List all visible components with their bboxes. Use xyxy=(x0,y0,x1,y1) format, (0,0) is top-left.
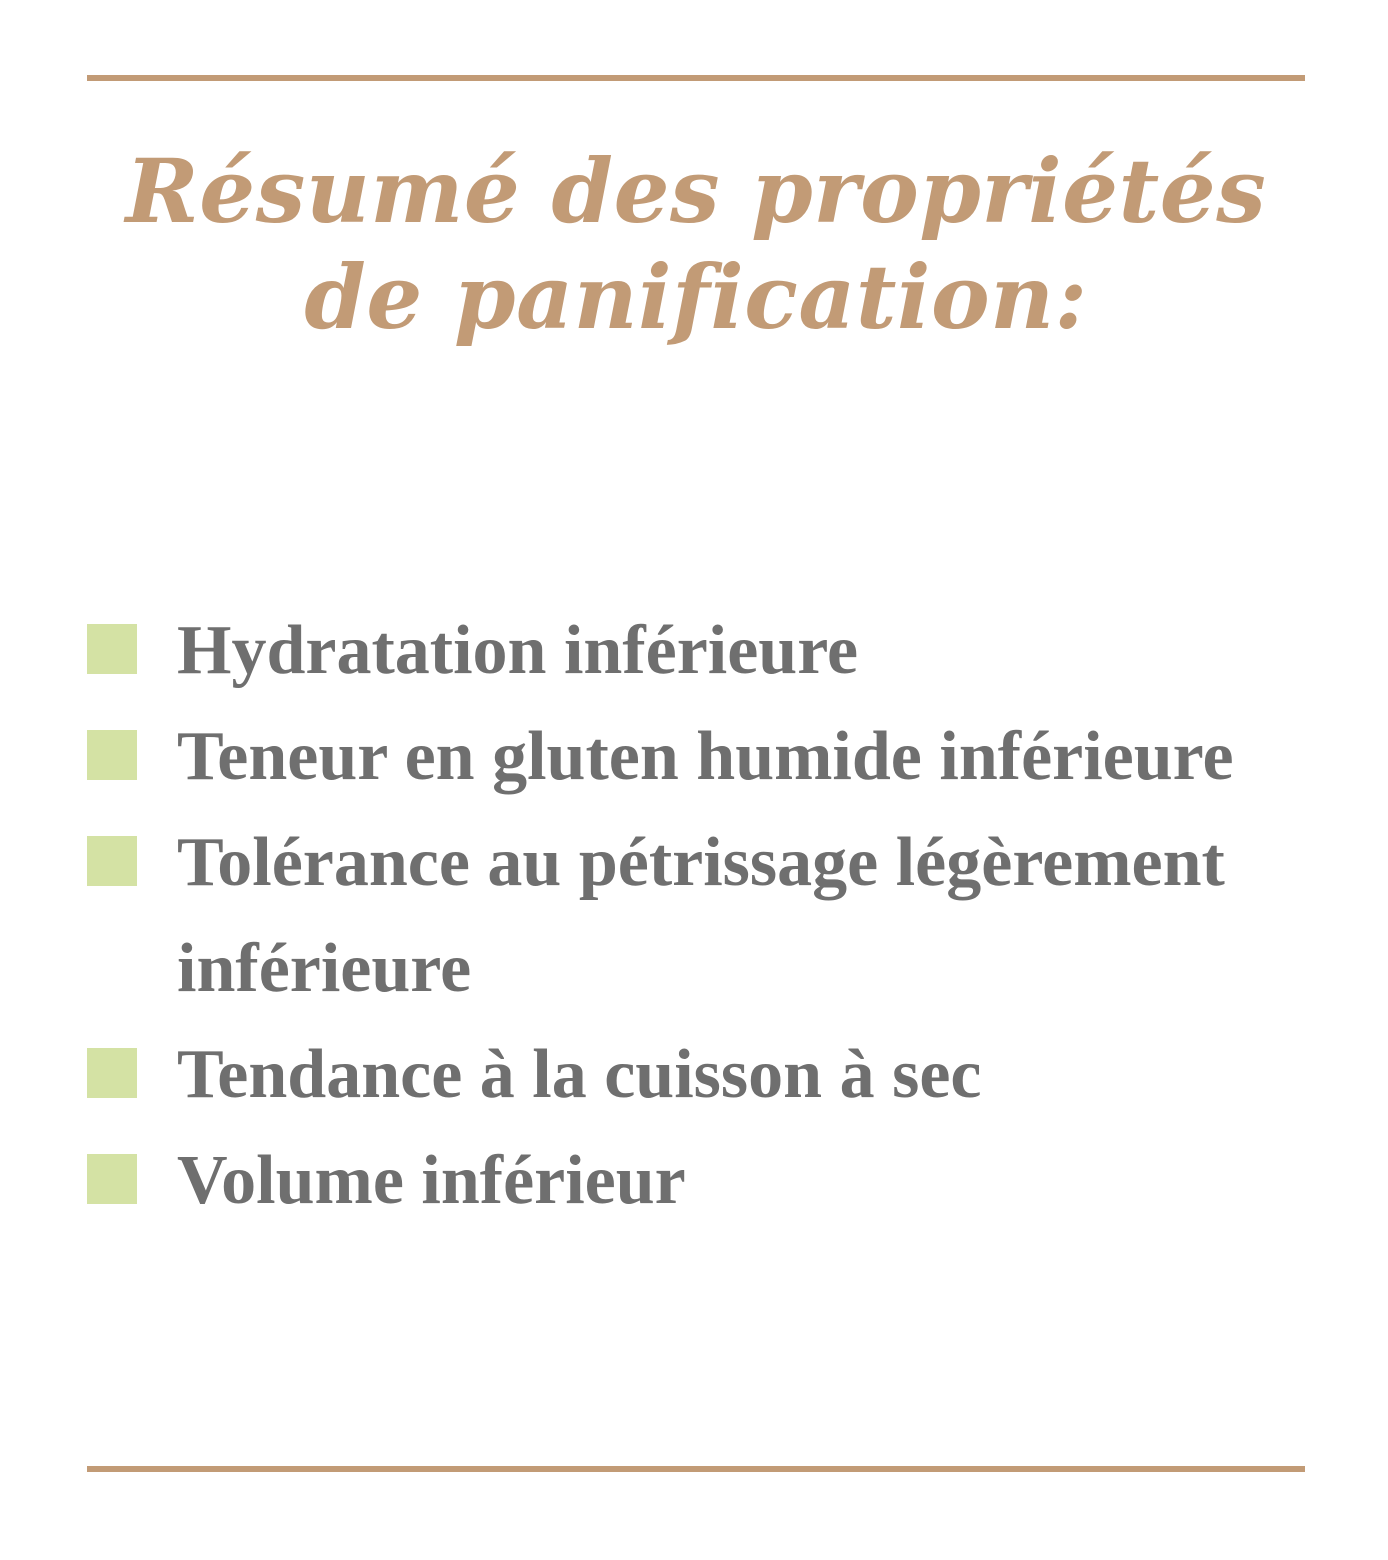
title-line-2: de panification: xyxy=(304,245,1088,349)
page-title xyxy=(87,138,1305,350)
title-line-1: Résumé des propriétés xyxy=(125,139,1267,243)
square-bullet-icon xyxy=(87,1154,137,1204)
square-bullet-icon xyxy=(87,1048,137,1098)
square-bullet-icon xyxy=(87,624,137,674)
list-item xyxy=(87,810,1305,1022)
list-item-label: Tendance à la cuisson à sec xyxy=(177,1036,982,1113)
list-item-label: Volume inférieur xyxy=(177,1142,686,1219)
top-divider xyxy=(87,75,1305,81)
list-item-label: Tolérance au pétrissage légèrement inférieure xyxy=(177,824,1225,1007)
bottom-divider xyxy=(87,1466,1305,1472)
properties-list xyxy=(87,598,1305,1234)
list-item xyxy=(87,1022,1305,1128)
list-item xyxy=(87,598,1305,704)
square-bullet-icon xyxy=(87,836,137,886)
list-item-label: Hydratation inférieure xyxy=(177,612,859,689)
square-bullet-icon xyxy=(87,730,137,780)
list-item xyxy=(87,704,1305,810)
list-item-label: Teneur en gluten humide inférieure xyxy=(177,718,1234,795)
list-item xyxy=(87,1128,1305,1234)
